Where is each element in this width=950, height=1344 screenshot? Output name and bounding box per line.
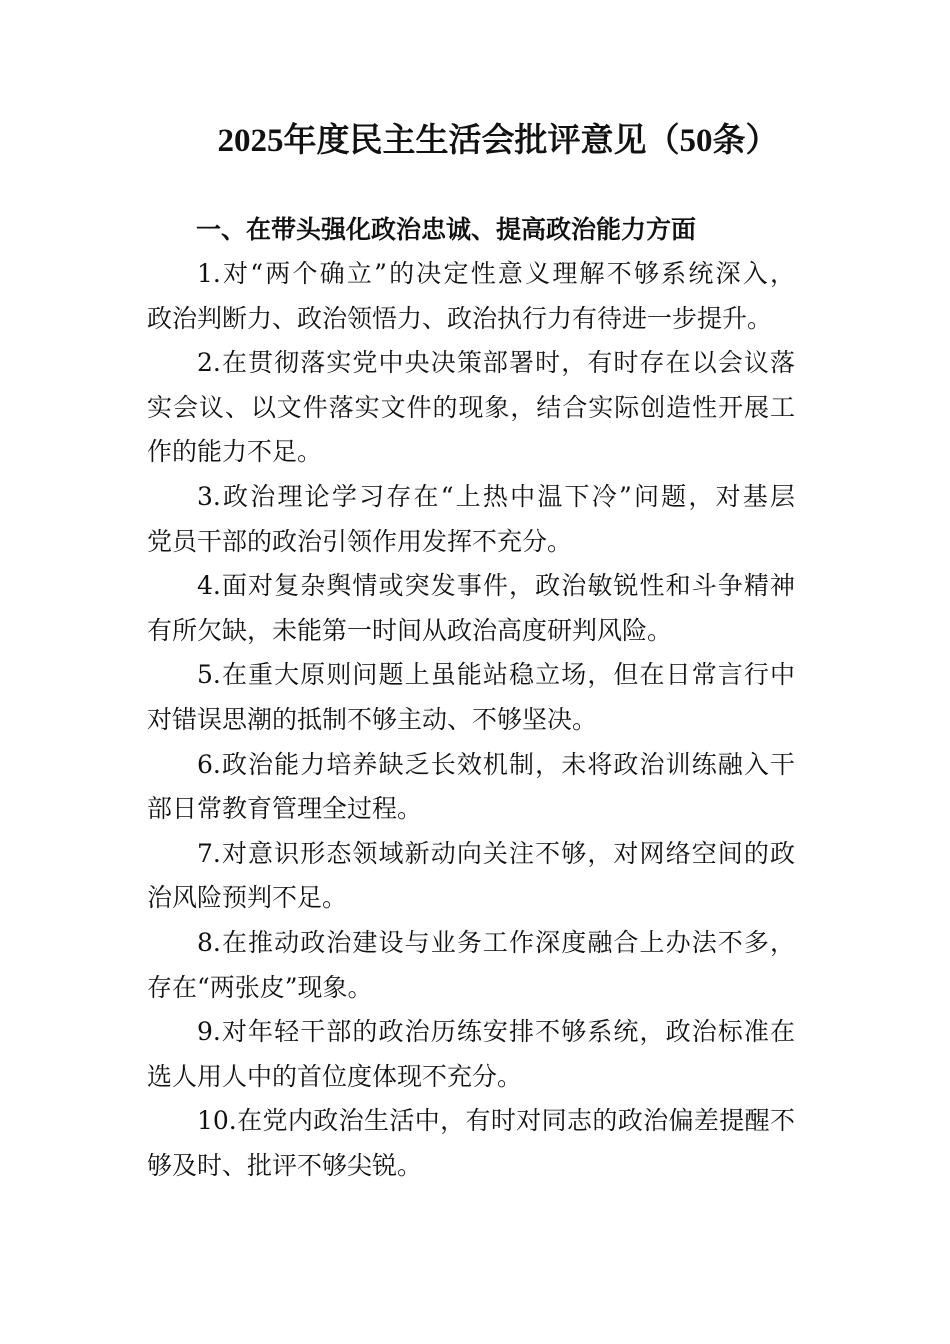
list-item-line: 实会议、以文件落实文件的现象，结合实际创造性开展工 xyxy=(147,392,795,422)
list-item-line: 对错误思潮的抵制不够主动、不够坚决。 xyxy=(147,704,598,734)
list-item xyxy=(147,921,795,1010)
list-item-line: 够及时、批评不够尖锐。 xyxy=(147,1150,423,1180)
list-item xyxy=(147,832,795,921)
list-item xyxy=(147,475,795,564)
list-item xyxy=(147,653,795,742)
document-title: 2025年度民主生活会批评意见（50条） xyxy=(217,123,779,159)
list-item-line: 8.在推动政治建设与业务工作深度融合上办法不多， xyxy=(197,927,795,957)
list-item-line: 政治判断力、政治领悟力、政治执行力有待进一步提升。 xyxy=(147,303,773,333)
list-item-line: 10.在党内政治生活中，有时对同志的政治偏差提醒不 xyxy=(197,1106,795,1136)
list-item-line: 7.对意识形态领域新动向关注不够，对网络空间的政 xyxy=(197,838,795,868)
list-item-line: 2.在贯彻落实党中央决策部署时，有时存在以会议落 xyxy=(197,348,795,378)
list-item-line: 1.对“两个确立”的决定性意义理解不够系统深入， xyxy=(197,259,795,288)
list-item-line: 3.政治理论学习存在“上热中温下冷”问题，对基层 xyxy=(197,481,795,511)
list-item xyxy=(147,252,795,341)
list-item xyxy=(147,1010,795,1099)
section-heading: 一、在带头强化政治忠诚、提高政治能力方面 xyxy=(196,215,697,244)
list-item-line: 党员干部的政治引领作用发挥不充分。 xyxy=(147,526,573,556)
list-item-line: 存在“两张皮”现象。 xyxy=(147,972,373,1002)
list-item xyxy=(147,341,795,475)
list-item-line: 5.在重大原则问题上虽能站稳立场，但在日常言行中 xyxy=(197,660,795,690)
list-item-line: 4.面对复杂舆情或突发事件，政治敏锐性和斗争精神 xyxy=(197,571,795,601)
list-item-line: 部日常教育管理全过程。 xyxy=(147,794,423,824)
list-item-line: 有所欠缺，未能第一时间从政治高度研判风险。 xyxy=(147,615,673,645)
list-item xyxy=(147,564,795,653)
list-item-line: 6.政治能力培养缺乏长效机制，未将政治训练融入干 xyxy=(197,749,795,779)
criticism-list xyxy=(147,252,795,1188)
list-item xyxy=(147,1099,795,1188)
list-item-line: 治风险预判不足。 xyxy=(147,883,348,913)
list-item xyxy=(147,743,795,832)
list-item-line: 9.对年轻干部的政治历练安排不够系统，政治标准在 xyxy=(197,1017,795,1047)
list-item-line: 作的能力不足。 xyxy=(147,437,323,467)
list-item-line: 选人用人中的首位度体现不充分。 xyxy=(147,1061,523,1091)
